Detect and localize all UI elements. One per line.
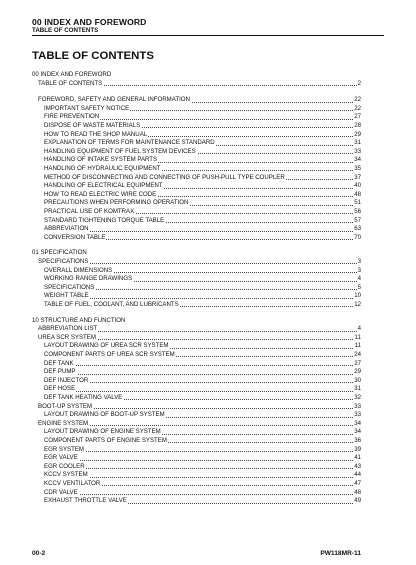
toc-entry-page: 40 [354,182,361,190]
toc-entry-page: 41 [354,454,361,462]
toc-entry-label: FOREWORD, SAFETY AND GENERAL INFORMATION [38,96,190,104]
toc-entry-label: KCCV SYSTEM [44,471,88,479]
toc-entry-label: KCCV VENTILATOR [44,480,101,487]
toc-entry-label: HANDLING OF ELECTRICAL EQUIPMENT [44,182,163,190]
toc-entry-label: 01 SPECIFICATION [32,249,87,257]
toc-entry-label: EGR VALVE [44,454,78,462]
toc-entry-label: EXPLANATION OF TERMS FOR MAINTENANCE STANDARD [44,139,215,147]
toc-entry-page: 5 [357,283,361,291]
toc-entry-label: STANDARD TIGHTENING TORQUE TABLE [44,216,165,224]
toc-entry-page: 39 [354,445,361,453]
toc-entry-page: 32 [354,394,361,401]
toc-entry-page: 22 [354,104,361,112]
toc-entry-label: DEF HOSE [44,385,76,393]
toc-entry-label: EGR COOLER [44,462,85,470]
toc-entry-label: LAYOUT DRAWING OF UREA SCR SYSTEM [44,342,169,350]
toc-entry-page: 29 [354,368,361,376]
toc-entry-page: 27 [354,359,361,367]
toc-entry-label: ENGINE SYSTEM [38,419,89,427]
toc-entry-page: 22 [354,96,361,104]
toc-entry-label: WEIGHT TABLE [44,292,89,300]
dot-leader [44,231,361,232]
toc-entry-page: 29 [354,130,361,138]
toc-entry-label: BOOT-UP SYSTEM [38,402,93,410]
toc-entry[interactable] [32,496,361,505]
toc-entry-page: 35 [354,165,361,172]
toc-entry-page: 56 [354,208,361,215]
dot-leader [44,468,361,469]
toc-entry-page: 12 [354,301,361,308]
toc-entry-page: 51 [354,199,361,207]
chapter-title: 00 INDEX AND FOREWORD [32,17,147,27]
toc-entry-label: EGR SYSTEM [44,445,84,453]
toc-entry-label: FIRE PREVENTION [44,113,100,121]
toc-entry-page: 47 [354,480,361,487]
dot-leader [44,477,361,478]
toc-entry-label: CONVERSION TABLE [44,233,106,241]
page-number: 00-2 [32,550,46,557]
toc-entry-page: 2 [357,79,361,87]
toc-entry-page: 48 [354,190,361,198]
toc-entry-page: 3 [357,266,361,274]
toc-entry-page: 11 [354,342,361,350]
toc-entry-label: LAYOUT DRAWING OF BOOT-UP SYSTEM [44,411,165,419]
dot-leader [44,391,361,392]
toc-entry-page: 10 [354,292,361,300]
toc-entry-label: ABBREVIATION LIST [38,325,98,333]
toc-entry-page: 27 [354,113,361,121]
toc-entry-label: COMPONENT PARTS OF ENGINE SYSTEM [44,437,167,444]
toc-entry-page: 33 [354,402,361,410]
toc-entry-page: 49 [354,497,361,505]
toc-entry-label: CDR VALVE [44,488,78,496]
toc-entry-label: DEF INJECTOR [44,376,89,384]
toc-entry-label: PRECAUTIONS WHEN PERFORMING OPERATION [44,199,189,207]
toc-entry-page: 34 [354,156,361,164]
toc-entry-label: HANDLING EQUIPMENT OF FUEL SYSTEM DEVICES [44,147,196,155]
dot-leader [44,298,361,299]
toc-entry[interactable] [32,300,361,309]
toc-entry-label: HANDLING OF INTAKE SYSTEM PARTS [44,156,158,164]
toc-entry-label: COMPONENT PARTS OF UREA SCR SYSTEM [44,351,175,358]
dot-leader [44,374,361,375]
section-subtitle: TABLE OF CONTENTS [32,27,99,34]
dot-leader [44,460,361,461]
toc-entry-label: DEF TANK [44,359,74,367]
toc-entry-label: DEF PUMP [44,368,76,376]
toc-entry-label: 00 INDEX AND FOREWORD [32,71,112,78]
toc-entry-label: TABLE OF FUEL, COOLANT, AND LUBRICANTS [44,301,179,308]
toc-entry-page: 37 [354,173,361,181]
toc-entry-label: ABBREVIATION [44,225,89,233]
toc-entry-page: 4 [357,275,361,283]
toc-entry-label: SPECIFICATIONS [44,283,95,291]
toc-entry-label: DEF TANK HEATING VALVE [44,394,123,401]
dot-leader [44,365,361,366]
dot-leader [44,451,361,452]
toc-entry-page: 31 [354,385,361,393]
model-code: PW118MR-11 [320,550,361,557]
toc-entry-label: LAYOUT DRAWING OF ENGINE SYSTEM [44,428,161,436]
toc-entry-page: 44 [354,471,361,479]
toc-entry-label: HANDLING OF HYDRAULIC EQUIPMENT [44,165,161,172]
toc-entry-page: 70 [354,233,361,241]
dot-leader [44,494,361,495]
toc-entry-label: DISPOSE OF WASTE MATERIALS [44,122,141,129]
toc-entry-page: 31 [354,139,361,147]
toc-entry-page: 36 [354,437,361,444]
toc-title: TABLE OF CONTENTS [32,50,154,62]
toc-entry-label: HOW TO READ THE SHOP MANUAL [44,130,148,138]
toc-entry-page: 48 [354,488,361,496]
toc-entry-label: HOW TO READ ELECTRIC WIRE CODE [44,190,157,198]
toc-entry-page: 30 [354,376,361,384]
toc-entry-page: 33 [354,411,361,419]
dot-leader [44,382,361,383]
toc-entry-label: WORKING RANGE DRAWINGS [44,275,133,283]
toc-entry-label: IMPORTANT SAFETY NOTICE [44,104,130,112]
toc-entry-page: 3 [357,258,361,265]
toc-entry-label: PRACTICAL USE OF KOMTRAX [44,208,135,215]
toc-entry-page: 33 [354,147,361,155]
toc-entry-label: TABLE OF CONTENTS [38,79,103,87]
toc-entry[interactable] [32,233,361,242]
toc-entry-label: SPECIFICATIONS [38,258,89,265]
toc-entry-label: EXHAUST THROTTLE VALVE [44,497,127,505]
toc-entry-page: 34 [354,419,361,427]
toc-entry-page: 28 [354,122,361,129]
toc-entry-page: 43 [354,462,361,470]
toc-entry-label: OVERALL DIMENSIONS [44,266,113,274]
toc-entry[interactable] [32,79,361,88]
toc-entry-page: 4 [357,325,361,333]
toc-entry-page: 57 [354,216,361,224]
toc-entry-label: UREA SCR SYSTEM [38,333,96,341]
toc-entry-label: 10 STRUCTURE AND FUNCTION [32,316,126,324]
toc-entry-page: 11 [354,333,361,341]
toc-entry-page: 63 [354,225,361,233]
toc-entry-page: 34 [354,428,361,436]
toc-entry-page: 24 [354,351,361,358]
toc-entry-label: METHOD OF DISCONNECTING AND CONNECTING OF PUSH-PULL TYPE COUPLER [44,173,285,181]
